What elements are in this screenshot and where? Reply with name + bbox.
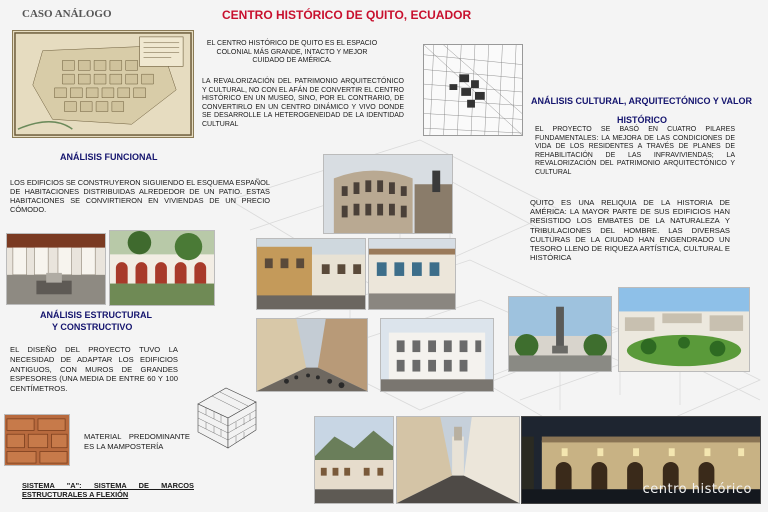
colonial-street-photo-2 (368, 238, 456, 310)
urban-plan-map (423, 44, 523, 136)
estructural-heading-line2: Y CONSTRUCTIVO (52, 322, 133, 332)
photo-caption: centro histórico (642, 482, 752, 497)
intro-paragraph-1: EL CENTRO HISTÓRICO DE QUITO ES EL ESPACIO COLONIAL MÁS GRANDE, INTACTO Y MEJOR CUIDADO DE AMÉRICA. (206, 40, 378, 65)
cultural-heading-line2: HISTÓRICO (617, 115, 668, 125)
cultural-paragraph-2: QUITO ES UNA RELIQUIA DE LA HISTORIA DE AMÉRICA: LA MAYOR PARTE DE SUS EDIFICIOS HAN RESISTIDO LOS EMBATES DE LA NATURALEZA Y TRIBULACIONES DEL HOMBRE. LAS DIVERSAS CULTURAS DE LA CIUDAD HAN ENGENDRADO UN TESORO LLENO DE RIQUEZA ARTÍSTICA, CULTURAL E HISTÓRICA (530, 198, 730, 263)
historic-map-image (12, 30, 194, 138)
cultural-paragraph-1: EL PROYECTO SE BASÓ EN CUATRO PILARES FUNDAMENTALES: LA MEJORA DE LAS CONDICIONES DE VIDA DE LOS RESIDENTES A TRAVÉS DE PLANES DE REHABILITACIÓN DE LAS INFRAVIVIENDAS; LA REVALORIZACIÓN DEL PATRIMONIO ARQUITECTÓNICO Y CULTURAL (535, 126, 735, 176)
narrow-street-photo (396, 416, 520, 504)
white-building-photo (380, 318, 494, 392)
plaza-aerial-photo (618, 287, 750, 372)
section-label: CASO ANÁLOGO (22, 8, 112, 20)
crowded-street-photo (256, 318, 368, 392)
building-corner-photo (323, 154, 453, 234)
funcional-heading: ANÁLISIS FUNCIONAL (60, 152, 158, 162)
mountain-street-photo (314, 416, 394, 504)
page-title: CENTRO HISTÓRICO DE QUITO, ECUADOR (222, 8, 472, 22)
material-text: MATERIAL PREDOMINANTE ES LA MAMPOSTERÍA (84, 432, 190, 451)
funcional-text: LOS EDIFICIOS SE CONSTRUYERON SIGUIENDO EL ESQUEMA ESPAÑOL DE HABITACIONES DISTRIBUIDAS ALREDEDOR DE UN PATIO. ESTAS HABITACIONES SE CONVIRTIERON EN VIVIENDAS DE UN PRECIO CÓMODO. (10, 178, 270, 214)
colonial-street-photo-1 (256, 238, 366, 310)
sistema-text: SISTEMA "A": SISTEMA DE MARCOS ESTRUCTURALES A FLEXIÓN (22, 481, 194, 500)
courtyard-photo-2 (109, 230, 215, 306)
brick-wall-illustration (192, 374, 262, 450)
bricks-photo (4, 414, 70, 466)
estructural-text: EL DISEÑO DEL PROYECTO TUVO LA NECESIDAD DE ADAPTAR LOS EDIFICIOS ANTIGUOS, CON MUROS DE GRANDES ESPESORES (UNA MEDIA DE ENTRE 60 Y 100 CENTÍMETROS. (10, 345, 178, 394)
plaza-monument-photo (508, 296, 612, 372)
courtyard-photo-1 (6, 233, 106, 305)
night-street-photo (521, 416, 761, 504)
intro-paragraph-2: LA REVALORIZACIÓN DEL PATRIMONIO ARQUITECTÓNICO Y CULTURAL, NO CON EL AFÁN DE CONVERTIR EL CENTRO HISTÓRICO EN UN MUSEO, SINO, POR EL CONTRARIO, DE CONVERTIRLO EN UN CENTRO DINÁMICO Y VIVO DONDE SE DESARROLLE LA HETEROGENEIDAD DE LA IDENTIDAD CULTURAL (202, 78, 404, 128)
cultural-heading-line1: ANÁLISIS CULTURAL, ARQUITECTÓNICO Y VALOR (531, 96, 753, 106)
estructural-heading-line1: ANÁLISIS ESTRUCTURAL (40, 310, 152, 320)
